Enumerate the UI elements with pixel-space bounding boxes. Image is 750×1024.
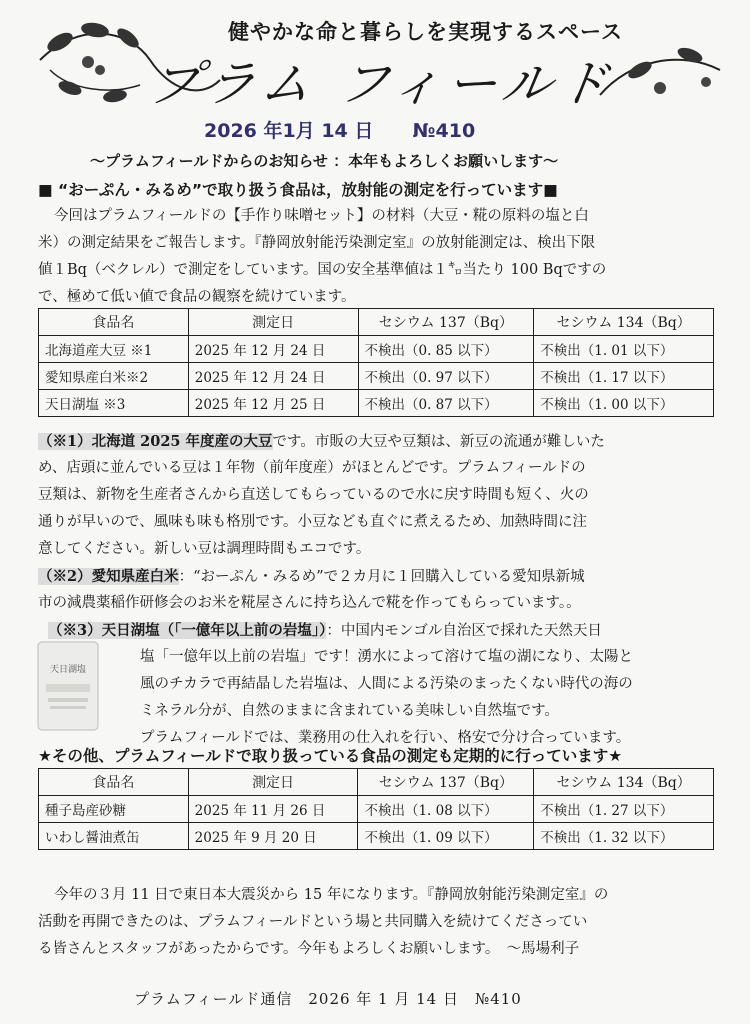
table-cell: 不検出（1. 00 以下） — [534, 390, 714, 417]
issue-date-line — [204, 116, 475, 143]
issue-number: №410 — [412, 120, 476, 142]
section2-heading: ★その他、プラムフィールドで取り扱っている食品の測定も定期的に行っています★ — [38, 747, 623, 765]
issue-date: 2026 年1月 14 日 — [204, 120, 374, 142]
measurement-table-1 — [38, 308, 714, 417]
column-header: セシウム 134（Bq） — [534, 769, 714, 796]
note3-heading-line — [48, 617, 602, 644]
table-cell: 不検出（1. 32 以下） — [534, 823, 714, 850]
table-row — [39, 363, 714, 390]
section1-heading: ■ “おーぷん・みるめ”で取り扱う食品は，放射能の測定を行っています■ — [38, 181, 558, 199]
paragraph-line: プラムフィールドでは、業務用の仕入れを行い、格安で分け合っています。 — [140, 730, 631, 746]
tagline: 健やかな命と暮らしを実現するスペース — [228, 20, 623, 44]
footer: プラムフィールド通信 2026 年 1 月 14 日 №410 — [134, 990, 522, 1008]
paragraph-line: ：中国内モンゴル自治区で採れた天然天日 — [326, 623, 602, 639]
note1-label: （※1）北海道 2025 年度産の大豆 — [38, 433, 273, 450]
paragraph-line: 活動を再開できたのは、プラムフィールドという場と共同購入を続けてくださってい — [38, 914, 588, 930]
paragraph-line: ：“おーぷん・みるめ”で２カ月に１回購入している愛知県新城 — [178, 569, 585, 585]
closing-paragraph — [38, 882, 608, 963]
paragraph-line: る皆さんとスタッフがあったからです。今年もよろしくお願いします。 〜馬場利子 — [38, 941, 580, 957]
section1-paragraph — [38, 203, 606, 311]
table-cell: 愛知県産白米※2 — [39, 363, 189, 390]
table-cell: 不検出（0. 85 以下） — [358, 336, 534, 363]
column-header: 食品名 — [39, 769, 189, 796]
paragraph-line: 値１Bq（ベクレル）で測定をしています。国の安全基準値は１㌔当たり 100 Bqですの — [38, 262, 607, 278]
table-cell: 不検出（1. 27 以下） — [534, 796, 714, 823]
table-cell: 2025 年 12 月 25 日 — [188, 390, 358, 417]
table-cell: 不検出（1. 09 以下） — [358, 823, 534, 850]
note2-paragraph — [38, 563, 585, 617]
table-cell: 不検出（0. 97 以下） — [358, 363, 534, 390]
paragraph-line: ミネラル分が、自然のままに含まれている美味しい自然塩です。 — [140, 703, 559, 719]
column-header: 食品名 — [39, 309, 189, 336]
table-row — [39, 390, 714, 417]
paragraph-line: 市の減農薬稲作研修会のお米を糀屋さんに持ち込んで糀を作ってもらっています。。 — [38, 595, 581, 611]
table-cell: 2025 年 12 月 24 日 — [188, 363, 358, 390]
table-cell: 不検出（0. 87 以下） — [358, 390, 534, 417]
column-header: 測定日 — [188, 309, 358, 336]
paragraph-line: 豆類は、新物を生産者さんから直送してもらっているので水に戻す時間も短く、火の — [38, 487, 589, 503]
salt-package-image — [36, 640, 100, 732]
note2-label: （※2）愛知県産白米 — [38, 568, 179, 585]
note3-paragraph — [140, 644, 633, 752]
paragraph-line: 今回はプラムフィールドの【手作り味噌セット】の材料（大豆・糀の原料の塩と白 — [54, 208, 589, 224]
table-row — [39, 336, 714, 363]
table-cell: 2025 年 11 月 26 日 — [188, 796, 358, 823]
paragraph-line: 塩「一億年以上前の岩塩」です！湧水によって溶けて塩の湖になり、太陽と — [140, 649, 633, 665]
paragraph-line: で、極めて低い値で食品の観察を続けています。 — [38, 289, 356, 305]
table-cell: 不検出（1. 08 以下） — [358, 796, 534, 823]
table-header-row — [39, 309, 714, 336]
notice-line: 〜プラムフィールドからのお知らせ ：本年もよろしくお願いします〜 — [90, 152, 559, 170]
table-cell: 2025 年 12 月 24 日 — [188, 336, 358, 363]
paragraph-line: 風のチカラで再結晶した岩塩は、人間による汚染のまったくない時代の海の — [140, 676, 633, 692]
note3-label: （※3）天日湖塩（「一億年以上前の岩塩」） — [48, 622, 327, 639]
paragraph-line: 通りが早いので、風味も味も格別です。小豆なども直ぐに煮えるため、加熱時間に注 — [38, 514, 587, 530]
paragraph-line: です。市販の大豆や豆類は、新豆の流通が難しいた — [272, 434, 605, 450]
table-cell: 北海道産大豆 ※1 — [39, 336, 189, 363]
table-row — [39, 823, 714, 850]
column-header: 測定日 — [188, 769, 358, 796]
column-header: セシウム 134（Bq） — [534, 309, 714, 336]
paragraph-line: 今年の３月 11 日で東日本大震災から 15 年になります。『静岡放射能汚染測定室』の — [54, 887, 609, 903]
logo-title: プラム フィールド — [145, 55, 618, 113]
paragraph-line: 意してください。新しい豆は調理時間もエコです。 — [38, 541, 371, 557]
column-header: セシウム 137（Bq） — [358, 769, 534, 796]
table-cell: 2025 年 9 月 20 日 — [188, 823, 358, 850]
paragraph-line: 米）の測定結果をご報告します。『静岡放射能汚染測定室』の放射能測定は、検出下限 — [38, 235, 596, 251]
table-cell: いわし醤油煮缶 — [39, 823, 189, 850]
package-label: 天日湖塩 — [49, 665, 87, 675]
table-cell: 不検出（1. 01 以下） — [534, 336, 714, 363]
table-cell: 種子島産砂糖 — [39, 796, 189, 823]
table-cell: 不検出（1. 17 以下） — [534, 363, 714, 390]
paragraph-line: め、店頭に並んでいる豆は１年物（前年度産）がほとんどです。プラムフィールドの — [38, 460, 586, 476]
note1-paragraph — [38, 428, 605, 563]
measurement-table-2 — [38, 768, 714, 850]
column-header: セシウム 137（Bq） — [358, 309, 534, 336]
table-row — [39, 796, 714, 823]
table-cell: 天日湖塩 ※3 — [39, 390, 189, 417]
table-header-row — [39, 769, 714, 796]
